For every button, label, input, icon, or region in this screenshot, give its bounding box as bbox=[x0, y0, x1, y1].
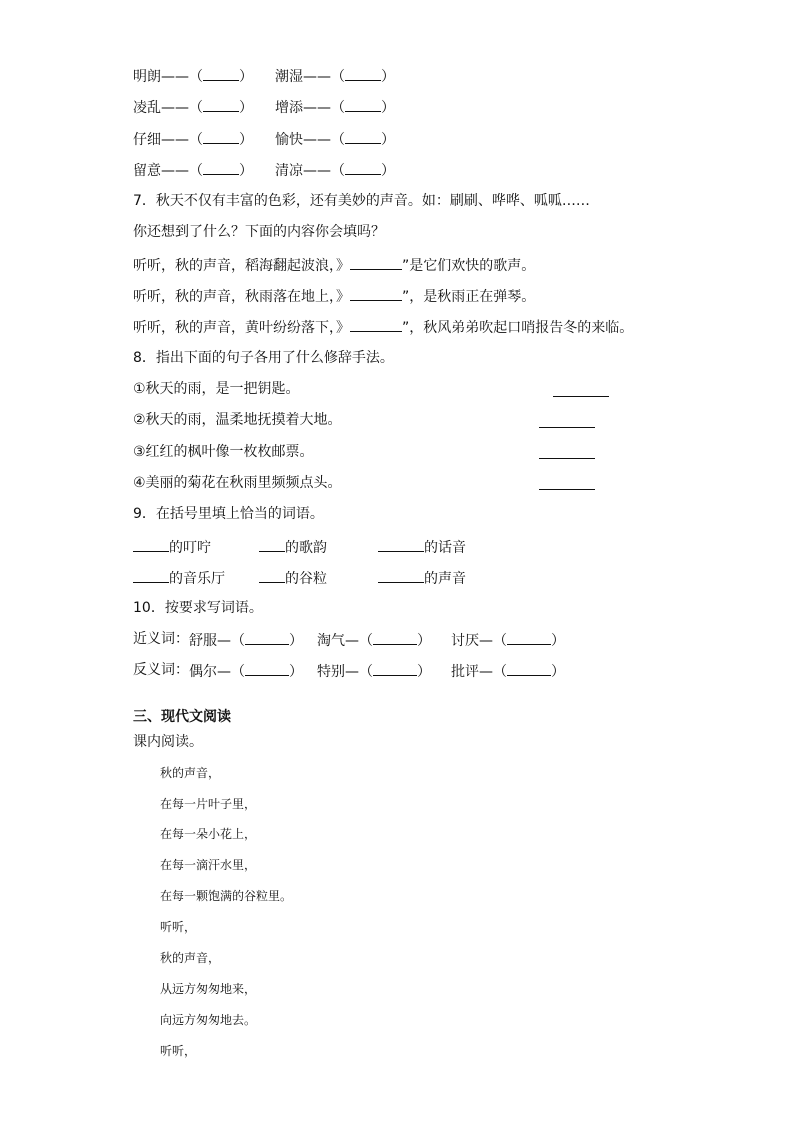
answer-blank[interactable] bbox=[245, 630, 289, 645]
answer-blank[interactable] bbox=[345, 66, 381, 81]
q9-title: 9．在括号里填上恰当的词语。 bbox=[133, 506, 324, 522]
q6-right-word: 增添——（ ） bbox=[275, 97, 395, 117]
answer-blank[interactable] bbox=[245, 661, 289, 676]
q9-cell: 的话音 bbox=[378, 537, 466, 557]
q10-item: 批评—（ ） bbox=[451, 661, 565, 681]
q8-answer-line-4[interactable] bbox=[539, 489, 595, 490]
answer-blank[interactable] bbox=[350, 255, 402, 270]
q10-item: 偶尔—（ ） bbox=[189, 661, 303, 681]
q8-answer-line-3[interactable] bbox=[539, 458, 595, 459]
poem-line: 向远方匆匆地去。 bbox=[160, 1013, 257, 1027]
section-title: 三、现代文阅读 bbox=[133, 709, 231, 725]
q10-item: 讨厌—（ ） bbox=[451, 630, 565, 650]
answer-blank[interactable] bbox=[345, 160, 381, 175]
poem-line: 在每一颗饱满的谷粒里。 bbox=[160, 889, 293, 903]
synonym-label: 近义词： bbox=[133, 631, 189, 647]
poem-line: 听听， bbox=[160, 1044, 197, 1058]
q8-answer-line-2[interactable] bbox=[539, 427, 595, 428]
q7-title: 7．秋天不仅有丰富的色彩，还有美妙的声音。如：刷刷、哗哗、呱呱…… bbox=[133, 193, 590, 209]
q7-line-3: 听听，秋的声音，黄叶纷纷落下，》 ”，秋风弟弟吹起口哨报告冬的来临。 bbox=[133, 317, 633, 337]
answer-blank[interactable] bbox=[203, 160, 239, 175]
q7-line-2: 听听，秋的声音，秋雨落在地上，》 ”，是秋雨正在弹琴。 bbox=[133, 286, 535, 306]
q6-left-word: 凌乱——（ ） bbox=[133, 97, 253, 117]
answer-blank[interactable] bbox=[259, 537, 285, 552]
answer-blank[interactable] bbox=[378, 568, 424, 583]
answer-blank[interactable] bbox=[350, 286, 402, 301]
answer-blank[interactable] bbox=[133, 568, 169, 583]
q8-item-3: ③红红的枫叶像一枚枚邮票。 bbox=[133, 444, 314, 460]
q6-left-word: 仔细——（ ） bbox=[133, 129, 253, 149]
q10-item: 特别—（ ） bbox=[317, 661, 431, 681]
poem-line: 在每一片叶子里， bbox=[160, 797, 257, 811]
answer-blank[interactable] bbox=[507, 661, 551, 676]
answer-blank[interactable] bbox=[345, 97, 381, 112]
q6-right-word: 愉快——（ ） bbox=[275, 129, 395, 149]
q8-answer-line-1[interactable] bbox=[553, 396, 609, 397]
q6-right-word: 清凉——（ ） bbox=[275, 160, 395, 180]
poem-line: 秋的声音， bbox=[160, 766, 221, 780]
q6-right-word: 潮湿——（ ） bbox=[275, 66, 395, 86]
answer-blank[interactable] bbox=[203, 97, 239, 112]
q7-line-1: 听听，秋的声音，稻海翻起波浪，》 ”是它们欢快的歌声。 bbox=[133, 255, 535, 275]
q9-cell: 的歌韵 bbox=[259, 537, 327, 557]
q6-left-word: 留意——（ ） bbox=[133, 160, 253, 180]
poem-line: 从远方匆匆地来， bbox=[160, 982, 257, 996]
q9-cell: 的声音 bbox=[378, 568, 466, 588]
q8-item-4: ④美丽的菊花在秋雨里频频点头。 bbox=[133, 475, 342, 491]
q10-title: 10．按要求写词语。 bbox=[133, 600, 263, 616]
q7-prompt: 你还想到了什么？下面的内容你会填吗？ bbox=[133, 224, 385, 240]
poem-line: 在每一滴汗水里， bbox=[160, 858, 257, 872]
answer-blank[interactable] bbox=[373, 661, 417, 676]
antonym-label: 反义词： bbox=[133, 662, 189, 678]
q10-item: 淘气—（ ） bbox=[317, 630, 431, 650]
section-subtitle: 课内阅读。 bbox=[133, 734, 203, 750]
poem-line: 秋的声音， bbox=[160, 951, 221, 965]
answer-blank[interactable] bbox=[373, 630, 417, 645]
answer-blank[interactable] bbox=[203, 66, 239, 81]
q9-cell: 的叮咛 bbox=[133, 537, 211, 557]
q9-cell: 的谷粒 bbox=[259, 568, 327, 588]
q9-cell: 的音乐厅 bbox=[133, 568, 225, 588]
answer-blank[interactable] bbox=[350, 317, 402, 332]
answer-blank[interactable] bbox=[133, 537, 169, 552]
answer-blank[interactable] bbox=[203, 129, 239, 144]
q8-item-2: ②秋天的雨，温柔地抚摸着大地。 bbox=[133, 412, 342, 428]
answer-blank[interactable] bbox=[378, 537, 424, 552]
q6-left-word: 明朗——（ ） bbox=[133, 66, 253, 86]
answer-blank[interactable] bbox=[259, 568, 285, 583]
answer-blank[interactable] bbox=[507, 630, 551, 645]
answer-blank[interactable] bbox=[345, 129, 381, 144]
poem-line: 在每一朵小花上， bbox=[160, 827, 257, 841]
q8-title: 8．指出下面的句子各用了什么修辞手法。 bbox=[133, 350, 394, 366]
q10-item: 舒服—（ ） bbox=[189, 630, 303, 650]
poem-line: 听听， bbox=[160, 920, 197, 934]
q8-item-1: ①秋天的雨，是一把钥匙。 bbox=[133, 381, 300, 397]
